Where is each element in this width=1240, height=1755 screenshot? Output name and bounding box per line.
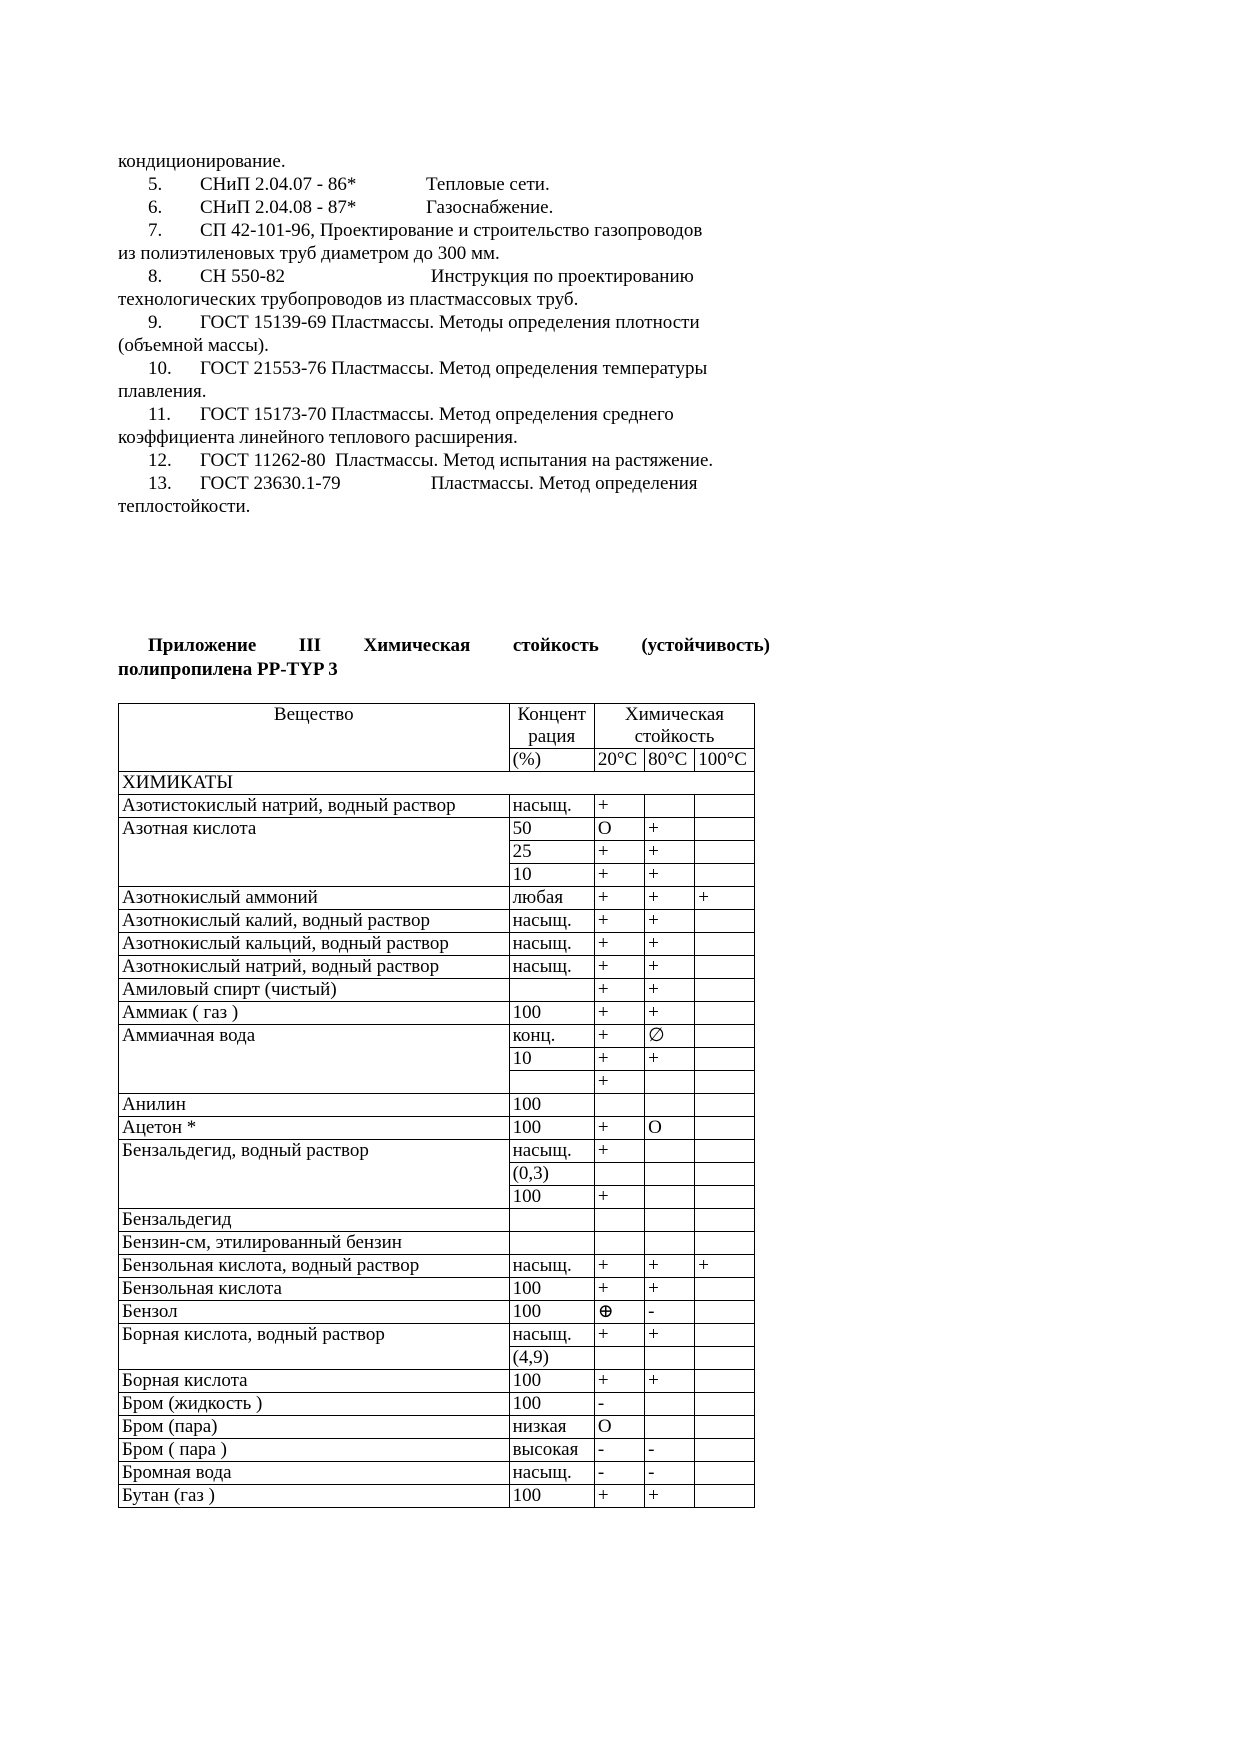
- reference-continuation: из полиэтиленовых труб диаметром до 300 мм.: [118, 243, 500, 264]
- header-temp-80: 80°С: [645, 749, 695, 772]
- cell-concentration: [509, 1209, 594, 1232]
- cell-resistance-100: [695, 933, 755, 956]
- reference-continuation: коэффициента линейного теплового расширения.: [118, 427, 518, 448]
- cell-resistance-100: [695, 818, 755, 841]
- cell-concentration: 100: [509, 1117, 594, 1140]
- cell-resistance-20: +: [594, 1255, 644, 1278]
- cell-substance: Азотнокислый натрий, водный раствор: [119, 956, 510, 979]
- cell-concentration: насыщ.: [509, 910, 594, 933]
- table-row: [119, 887, 755, 910]
- cell-concentration: насыщ.: [509, 956, 594, 979]
- cell-resistance-20: -: [594, 1462, 644, 1485]
- cell-substance: Азотнокислый кальций, водный раствор: [119, 933, 510, 956]
- table-row: [119, 1301, 755, 1324]
- chemical-resistance-table: [118, 703, 755, 1508]
- reference-continuation: кондиционирование.: [118, 151, 286, 172]
- table-row: [119, 1025, 755, 1048]
- cell-concentration: высокая: [509, 1439, 594, 1462]
- cell-concentration: 100: [509, 1393, 594, 1416]
- cell-concentration: насыщ.: [509, 933, 594, 956]
- table-row: [119, 1439, 755, 1462]
- cell-resistance-100: [695, 1370, 755, 1393]
- cell-substance: Бензин-см, этилированный бензин: [119, 1232, 510, 1255]
- cell-resistance-20: +: [594, 933, 644, 956]
- reference-title: Тепловые сети.: [426, 174, 550, 195]
- cell-resistance-20: [594, 1347, 644, 1370]
- cell-resistance-80: +: [645, 887, 695, 910]
- cell-resistance-20: -: [594, 1439, 644, 1462]
- cell-resistance-100: [695, 910, 755, 933]
- cell-concentration: [509, 1232, 594, 1255]
- cell-concentration: 100: [509, 1485, 594, 1508]
- cell-substance: Бензольная кислота: [119, 1278, 510, 1301]
- reference-number: 12.: [148, 450, 172, 471]
- table-row: [119, 1094, 755, 1117]
- reference-number: 10.: [148, 358, 172, 379]
- cell-resistance-80: +: [645, 1255, 695, 1278]
- cell-resistance-80: +: [645, 933, 695, 956]
- cell-concentration: насыщ.: [509, 1255, 594, 1278]
- cell-resistance-100: [695, 1393, 755, 1416]
- cell-resistance-80: [645, 1186, 695, 1209]
- reference-number: 13.: [148, 473, 172, 494]
- header-chemical-resistance: Химическая стойкость: [594, 704, 754, 749]
- cell-resistance-80: ∅: [645, 1025, 695, 1048]
- cell-substance: Аммиак ( газ ): [119, 1002, 510, 1025]
- table-row: [119, 1002, 755, 1025]
- cell-resistance-80: +: [645, 910, 695, 933]
- cell-resistance-20: +: [594, 956, 644, 979]
- reference-number: 6.: [148, 197, 163, 218]
- cell-concentration: [509, 1071, 594, 1094]
- cell-substance: Амиловый спирт (чистый): [119, 979, 510, 1002]
- cell-resistance-20: O: [594, 1416, 644, 1439]
- reference-code: ГОСТ 11262-80: [200, 450, 326, 471]
- table-row: [119, 933, 755, 956]
- cell-resistance-20: +: [594, 1186, 644, 1209]
- cell-substance: Бутан (газ ): [119, 1485, 510, 1508]
- cell-concentration: 50: [509, 818, 594, 841]
- table-row: [119, 1485, 755, 1508]
- cell-resistance-80: +: [645, 1324, 695, 1347]
- reference-title: Пластмассы. Метод определения температуры: [331, 358, 708, 379]
- cell-resistance-20: +: [594, 1324, 644, 1347]
- reference-item: [118, 357, 770, 380]
- cell-concentration: 100: [509, 1094, 594, 1117]
- cell-resistance-20: +: [594, 1048, 644, 1071]
- cell-resistance-80: +: [645, 818, 695, 841]
- cell-resistance-20: +: [594, 1117, 644, 1140]
- table-row: [119, 1462, 755, 1485]
- cell-resistance-100: [695, 1117, 755, 1140]
- cell-resistance-20: +: [594, 1071, 644, 1094]
- cell-substance: Борная кислота: [119, 1370, 510, 1393]
- cell-resistance-80: [645, 1393, 695, 1416]
- cell-resistance-20: +: [594, 864, 644, 887]
- cell-concentration: насыщ.: [509, 1140, 594, 1163]
- reference-title: Пластмассы. Метод определения среднего: [331, 404, 674, 425]
- cell-resistance-20: -: [594, 1393, 644, 1416]
- cell-resistance-80: [645, 795, 695, 818]
- cell-resistance-100: [695, 1232, 755, 1255]
- reference-continuation: (объемной массы).: [118, 335, 269, 356]
- cell-concentration: насыщ.: [509, 1462, 594, 1485]
- cell-concentration: любая: [509, 887, 594, 910]
- table-row: [119, 1416, 755, 1439]
- header-substance: Вещество: [119, 704, 510, 772]
- cell-resistance-80: +: [645, 841, 695, 864]
- cell-resistance-100: [695, 1439, 755, 1462]
- table-row: [119, 1140, 755, 1163]
- cell-resistance-80: O: [645, 1117, 695, 1140]
- reference-continuation: теплостойкости.: [118, 496, 251, 517]
- cell-resistance-20: +: [594, 1278, 644, 1301]
- cell-resistance-100: [695, 1094, 755, 1117]
- table-row: [119, 1324, 755, 1347]
- cell-substance: Анилин: [119, 1094, 510, 1117]
- cell-resistance-20: +: [594, 1370, 644, 1393]
- reference-number: 7.: [148, 220, 163, 241]
- reference-title: Пластмассы. Метод испытания на растяжение.: [335, 450, 714, 471]
- reference-item: [118, 196, 770, 219]
- table-row: [119, 956, 755, 979]
- table-body: [119, 795, 755, 1508]
- cell-substance: Азотнокислый аммоний: [119, 887, 510, 910]
- cell-resistance-20: +: [594, 979, 644, 1002]
- table-row: [119, 1278, 755, 1301]
- header-concentration-unit: (%): [509, 749, 594, 772]
- table-row: [119, 1370, 755, 1393]
- cell-resistance-20: [594, 1232, 644, 1255]
- cell-resistance-80: [645, 1163, 695, 1186]
- cell-resistance-80: -: [645, 1462, 695, 1485]
- table-row: [119, 818, 755, 841]
- table-row: [119, 1255, 755, 1278]
- cell-concentration: насыщ.: [509, 795, 594, 818]
- cell-resistance-20: [594, 1094, 644, 1117]
- appendix-heading-line1: Приложение III Химическая стойкость (устойчивость): [148, 635, 770, 656]
- cell-concentration: насыщ.: [509, 1324, 594, 1347]
- reference-item: [118, 449, 770, 472]
- reference-number: 5.: [148, 174, 163, 195]
- table-row: [119, 910, 755, 933]
- cell-resistance-100: [695, 1301, 755, 1324]
- appendix-heading-line2: полипропилена PP-TYP 3: [118, 659, 338, 680]
- cell-substance: Азотнокислый калий, водный раствор: [119, 910, 510, 933]
- cell-resistance-100: [695, 979, 755, 1002]
- cell-resistance-80: [645, 1209, 695, 1232]
- cell-resistance-20: +: [594, 841, 644, 864]
- reference-code: ГОСТ 15139-69: [200, 312, 327, 333]
- cell-substance: Аммиачная вода: [119, 1025, 510, 1094]
- table-row: [119, 1232, 755, 1255]
- cell-resistance-20: +: [594, 1140, 644, 1163]
- cell-concentration: 100: [509, 1278, 594, 1301]
- cell-concentration: 10: [509, 1048, 594, 1071]
- cell-resistance-20: [594, 1163, 644, 1186]
- cell-resistance-20: ⊕: [594, 1301, 644, 1324]
- table-header-row: [119, 704, 755, 749]
- cell-substance: Бензол: [119, 1301, 510, 1324]
- table-row: [119, 1117, 755, 1140]
- cell-resistance-80: -: [645, 1439, 695, 1462]
- cell-substance: Борная кислота, водный раствор: [119, 1324, 510, 1370]
- cell-substance: Азотистокислый натрий, водный раствор: [119, 795, 510, 818]
- cell-resistance-80: [645, 1094, 695, 1117]
- table-row: [119, 1393, 755, 1416]
- header-concentration: Концент рация: [509, 704, 594, 749]
- cell-resistance-100: [695, 864, 755, 887]
- cell-resistance-80: [645, 1347, 695, 1370]
- references-list: [118, 150, 770, 518]
- cell-concentration: низкая: [509, 1416, 594, 1439]
- reference-code: ГОСТ 21553-76: [200, 358, 327, 379]
- reference-code: СНиП 2.04.07 - 86*: [200, 174, 357, 195]
- cell-resistance-100: [695, 1209, 755, 1232]
- cell-resistance-80: [645, 1416, 695, 1439]
- cell-substance: Бензальдегид: [119, 1209, 510, 1232]
- cell-resistance-20: +: [594, 795, 644, 818]
- cell-resistance-100: [695, 1278, 755, 1301]
- cell-resistance-100: [695, 1462, 755, 1485]
- cell-resistance-20: +: [594, 1025, 644, 1048]
- reference-number: 8.: [148, 266, 163, 287]
- cell-resistance-20: +: [594, 1002, 644, 1025]
- cell-resistance-20: O: [594, 818, 644, 841]
- cell-concentration: 100: [509, 1002, 594, 1025]
- cell-substance: Бензальдегид, водный раствор: [119, 1140, 510, 1209]
- reference-number: 9.: [148, 312, 163, 333]
- cell-resistance-80: +: [645, 1048, 695, 1071]
- cell-substance: Азотная кислота: [119, 818, 510, 887]
- header-temp-100: 100°С: [695, 749, 755, 772]
- section-title: ХИМИКАТЫ: [119, 772, 755, 795]
- reference-title: Газоснабжение.: [426, 197, 554, 218]
- reference-title: Инструкция по проектированию: [430, 266, 694, 287]
- cell-resistance-100: [695, 1048, 755, 1071]
- cell-concentration: 100: [509, 1301, 594, 1324]
- reference-item: [118, 173, 770, 196]
- cell-concentration: 10: [509, 864, 594, 887]
- cell-resistance-20: +: [594, 910, 644, 933]
- cell-resistance-100: +: [695, 1255, 755, 1278]
- reference-item: [118, 265, 770, 288]
- cell-resistance-80: +: [645, 1278, 695, 1301]
- cell-resistance-20: +: [594, 1485, 644, 1508]
- cell-substance: Ацетон *: [119, 1117, 510, 1140]
- cell-concentration: (0,3): [509, 1163, 594, 1186]
- reference-code: ГОСТ 15173-70: [200, 404, 327, 425]
- cell-resistance-80: +: [645, 979, 695, 1002]
- cell-resistance-100: [695, 1025, 755, 1048]
- cell-resistance-100: +: [695, 887, 755, 910]
- table-section-row: [119, 772, 755, 795]
- cell-concentration: (4,9): [509, 1347, 594, 1370]
- cell-resistance-100: [695, 956, 755, 979]
- reference-item: [118, 219, 770, 242]
- cell-resistance-80: +: [645, 1370, 695, 1393]
- table-row: [119, 979, 755, 1002]
- cell-resistance-80: +: [645, 1485, 695, 1508]
- table-row: [119, 1209, 755, 1232]
- table-row: [119, 795, 755, 818]
- cell-resistance-100: [695, 1163, 755, 1186]
- reference-number: 11.: [148, 404, 172, 425]
- cell-resistance-100: [695, 795, 755, 818]
- cell-resistance-80: [645, 1071, 695, 1094]
- cell-resistance-100: [695, 1002, 755, 1025]
- cell-resistance-100: [695, 1071, 755, 1094]
- reference-code: СП 42-101-96,: [200, 220, 316, 241]
- cell-substance: Бром (жидкость ): [119, 1393, 510, 1416]
- cell-concentration: 25: [509, 841, 594, 864]
- cell-resistance-80: -: [645, 1301, 695, 1324]
- cell-resistance-100: [695, 1140, 755, 1163]
- cell-substance: Бром (пара): [119, 1416, 510, 1439]
- reference-code: СНиП 2.04.08 - 87*: [200, 197, 357, 218]
- cell-resistance-100: [695, 1485, 755, 1508]
- reference-continuation: плавления.: [118, 381, 207, 402]
- cell-resistance-80: +: [645, 956, 695, 979]
- cell-resistance-80: [645, 1140, 695, 1163]
- cell-concentration: [509, 979, 594, 1002]
- cell-substance: Бензольная кислота, водный раствор: [119, 1255, 510, 1278]
- reference-item: [118, 472, 770, 495]
- reference-item: [118, 311, 770, 334]
- reference-title: Пластмассы. Метод определения: [430, 473, 698, 494]
- cell-resistance-80: +: [645, 864, 695, 887]
- reference-title: Пластмассы. Методы определения плотности: [331, 312, 700, 333]
- cell-resistance-80: +: [645, 1002, 695, 1025]
- cell-resistance-100: [695, 1324, 755, 1347]
- cell-substance: Бром ( пара ): [119, 1439, 510, 1462]
- header-temp-20: 20°С: [594, 749, 644, 772]
- cell-resistance-20: +: [594, 887, 644, 910]
- cell-resistance-80: [645, 1232, 695, 1255]
- cell-concentration: 100: [509, 1186, 594, 1209]
- cell-concentration: конц.: [509, 1025, 594, 1048]
- cell-substance: Бромная вода: [119, 1462, 510, 1485]
- cell-resistance-20: [594, 1209, 644, 1232]
- cell-resistance-100: [695, 841, 755, 864]
- cell-resistance-100: [695, 1347, 755, 1370]
- reference-continuation: технологических трубопроводов из пластмассовых труб.: [118, 289, 579, 310]
- reference-title: Проектирование и строительство газопроводов: [319, 220, 703, 241]
- cell-resistance-100: [695, 1416, 755, 1439]
- reference-item: [118, 403, 770, 426]
- appendix-heading: [118, 634, 770, 682]
- cell-resistance-100: [695, 1186, 755, 1209]
- cell-concentration: 100: [509, 1370, 594, 1393]
- reference-code: СН 550-82: [200, 266, 285, 287]
- reference-code: ГОСТ 23630.1-79: [200, 473, 341, 494]
